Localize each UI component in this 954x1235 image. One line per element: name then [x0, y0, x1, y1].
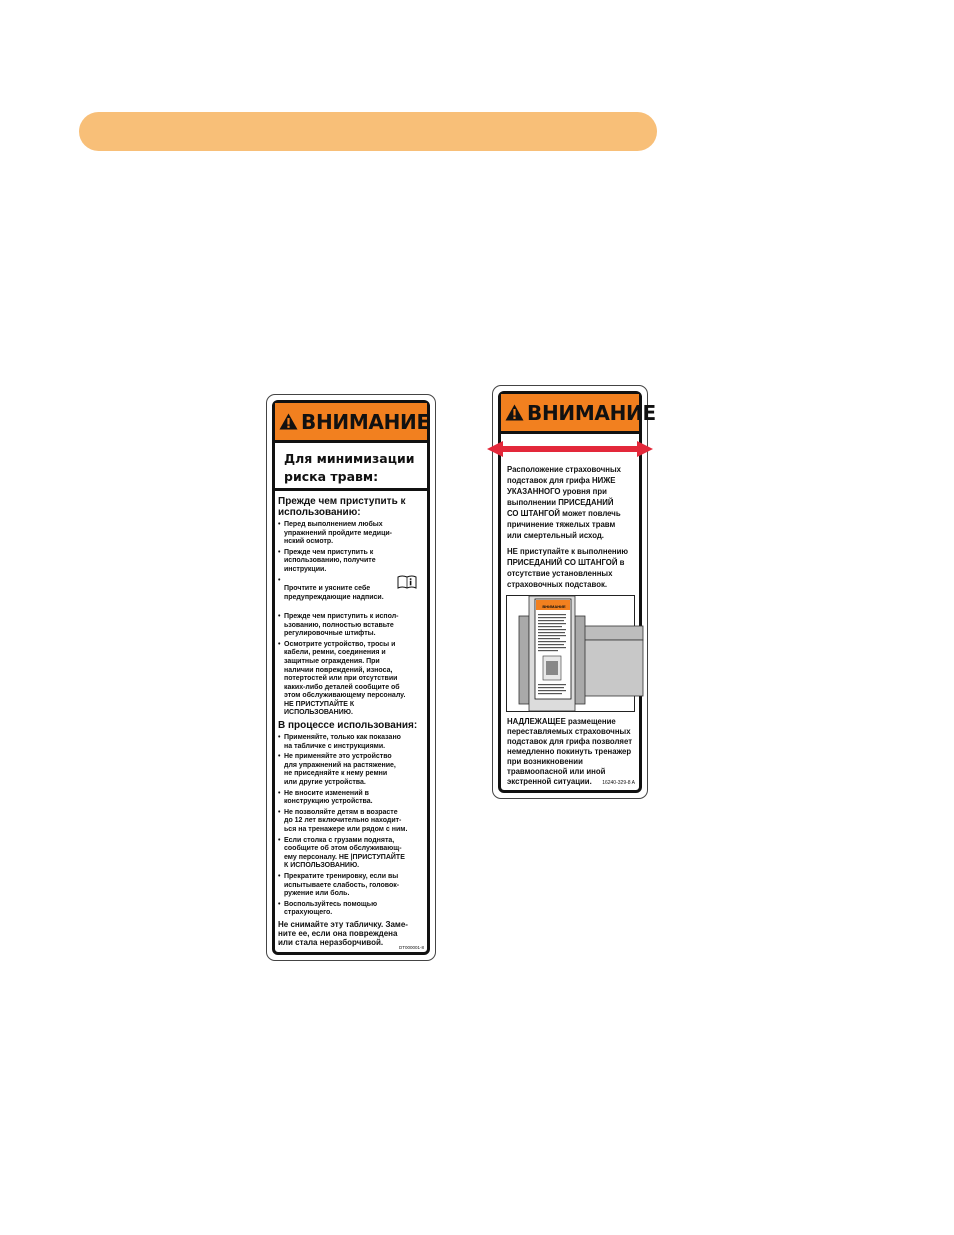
machine-frame-drawing [507, 596, 643, 711]
warning-header [275, 403, 430, 443]
safety-stop-illustration [506, 595, 635, 712]
warning-header-text: ВНИМАНИЕ [301, 409, 430, 434]
warning-label-safety-stops [492, 385, 656, 799]
list-item: • Прекратите тренировку, если вы испытываете слабость, головок- ружение или боль. [278, 873, 423, 899]
label-footer-note: Не снимайте эту табличку. Заме- ните ее, если она повреждена или стала неразборчивой. [278, 919, 408, 947]
warning-header-text: ВНИМАНИЕ [527, 400, 656, 425]
list-item: • Прежде чем приступить к использованию, получите инструкции. [278, 549, 423, 575]
label-border [272, 400, 430, 955]
section-title: Прежде чем приступить к использованию: [278, 496, 406, 518]
label-code: DT000001-8 [398, 945, 424, 950]
label-code: 16240-329-8 A [602, 780, 635, 786]
label-body [275, 491, 427, 947]
subtitle-line: риска травм: [284, 469, 379, 484]
list-item: • Если столка с грузами поднята, сообщите об этом обслуживающ- ему персоналу. НЕ |ПРИСТУПАЙТЕ К ИСПОЛЬЗОВАНИЮ. [278, 837, 423, 871]
list-item: • Перед выполнением любых упражнений пройдите медици- нский осмотр. [278, 521, 423, 547]
list-item: • Осмотрите устройство, тросы и кабели, ремни, соединения и защитные ограждения. При наличии повреждений, износа, потертостей или при отсутствии каких-либо деталей сообщите об этом обслуживающему персоналу. НЕ ПРИСТУПАЙТЕ К ИСПОЛЬЗОВАНИЮ. [278, 641, 423, 718]
warning-triangle-icon [279, 413, 298, 430]
warning-label-safety-instructions [266, 394, 436, 961]
warning-paragraph: НАДЛЕЖАЩЕЕ размещение переставляемых страховочных подставок для грифа позволяет немедленно покинуть тренажер при возникновении травмоопасной или иной экстренной ситуации. [507, 717, 633, 786]
warning-header [501, 394, 656, 434]
label-subtitle [275, 443, 427, 491]
warning-paragraph: НЕ приступайте к выполнению ПРИСЕДАНИЙ СО ШТАНГОЙ в отсутствие установленных страховочных подставок. [507, 547, 629, 589]
section-title: В процессе использования: [278, 720, 418, 732]
subtitle-line: Для минимизации [284, 451, 415, 466]
list-item-text: Прочтите и уясните себе предупреждающие надписи. [284, 585, 384, 601]
label-body [501, 434, 639, 787]
manual-book-icon [397, 575, 417, 589]
section-list [278, 734, 423, 918]
list-item: • Не позволяйте детям в возрасте до 12 лет включительно находит- ься на тренажере или рядом с ним. [278, 809, 423, 835]
list-item: • Применяйте, только как показано на табличке с инструкциями. [278, 734, 423, 751]
list-item: • Не вносите изменений в конструкцию устройства. [278, 790, 423, 807]
list-item: • Воспользуйтесь помощью страхующего. [278, 901, 423, 918]
list-item: • Прежде чем приступить к испол- ьзованию, полностью вставьте регулировочные штифты. [278, 613, 423, 639]
list-item: • Не применяйте это устройство для упражнений на растяжение, не приседняйте к нему ремни или другие устройства. [278, 753, 423, 787]
double-arrow-icon [487, 441, 653, 457]
warning-triangle-icon [505, 404, 524, 421]
list-item [278, 577, 423, 611]
section-header-bar [79, 112, 657, 151]
warning-paragraph: Расположение страховочных подставок для грифа НИЖЕ УКАЗАННОГО уровня при выполнении ПРИСЕДАНИЙ СО ШТАНГОЙ может повлечь причинение тяжелых травм или смертельный исход. [507, 465, 621, 540]
section-list [278, 521, 423, 718]
figure-warning-text: ВНИМАНИЕ [542, 604, 566, 609]
